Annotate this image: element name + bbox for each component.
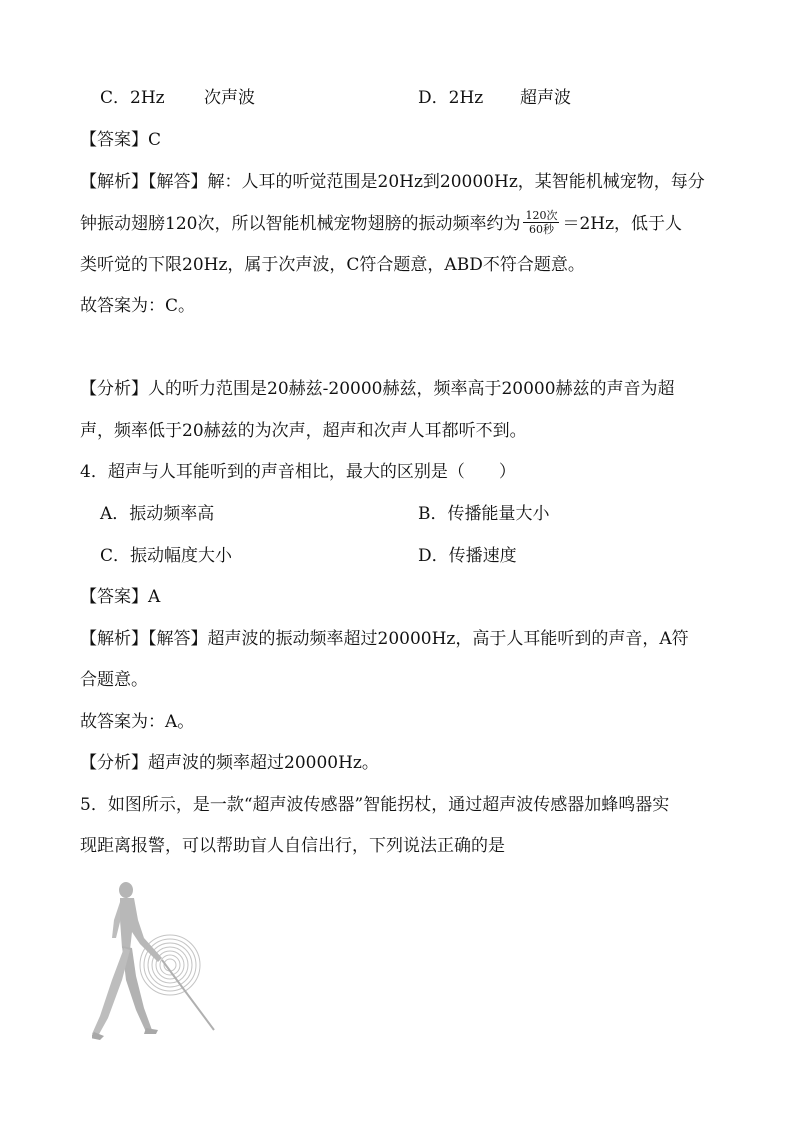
- q4-stem: 4．超声与人耳能听到的声音相比，最大的区别是（ ）: [80, 462, 516, 482]
- q4-answer: 【答案】A: [80, 587, 161, 607]
- fraction-denominator: 60秒: [528, 223, 554, 236]
- q4-option-a: A．振动频率高: [100, 504, 215, 524]
- q3-analysis-line1: 【解析】【解答】解：人耳的听觉范围是20Hz到20000Hz，某智能机械宠物，每分: [80, 172, 705, 192]
- option-c-type: 次声波: [204, 88, 255, 108]
- q5-stem-line1: 5．如图所示，是一款“超声波传感器”智能拐杖，通过超声波传感器加蜂鸣器实: [80, 795, 670, 815]
- q4-fenxi: 【分析】超声波的频率超过20000Hz。: [80, 753, 379, 773]
- option-d-freq: 2Hz: [448, 88, 484, 108]
- frequency-fraction: [523, 209, 559, 236]
- q4-analysis-line1: 【解析】【解答】超声波的振动频率超过20000Hz，高于人耳能听到的声音，A符: [80, 629, 689, 649]
- option-c-letter: C．: [100, 88, 131, 108]
- q3-answer: 【答案】C: [80, 130, 162, 150]
- q3-analysis-line2: [80, 211, 682, 238]
- q5-stem-line2: 现距离报警，可以帮助盲人自信出行，下列说法正确的是: [80, 836, 505, 856]
- option-d: [418, 86, 483, 110]
- q4-option-b: B．传播能量大小: [418, 504, 550, 524]
- q3-analysis-line3: 类听觉的下限20Hz，属于次声波，C符合题意，ABD不符合题意。: [80, 255, 585, 275]
- q3-fenxi-line1: 【分析】人的听力范围是20赫兹-20000赫兹，频率高于20000赫兹的声音为超: [80, 379, 675, 399]
- q4-conclusion: 故答案为：A。: [80, 712, 195, 732]
- option-c: [100, 86, 165, 110]
- option-d-letter: D．: [418, 88, 449, 108]
- q3-conclusion: 故答案为：C。: [80, 296, 196, 316]
- q4-option-c: C．振动幅度大小: [100, 546, 233, 566]
- q3-analysis-line2-pre: 钟振动翅膀120次，所以智能机械宠物翅膀的振动频率约为: [80, 214, 521, 234]
- fraction-numerator: 120次: [525, 209, 558, 222]
- q3-fenxi-line2: 声，频率低于20赫兹的为次声，超声和次声人耳都听不到。: [80, 421, 527, 441]
- walking-person-with-cane-icon: [92, 880, 242, 1050]
- q3-analysis-line2-post: ＝2Hz，低于人: [562, 214, 683, 234]
- option-c-freq: 2Hz: [130, 88, 165, 108]
- option-d-type: 超声波: [520, 88, 571, 108]
- q4-option-d: D．传播速度: [418, 546, 517, 566]
- q4-analysis-line2: 合题意。: [80, 670, 148, 690]
